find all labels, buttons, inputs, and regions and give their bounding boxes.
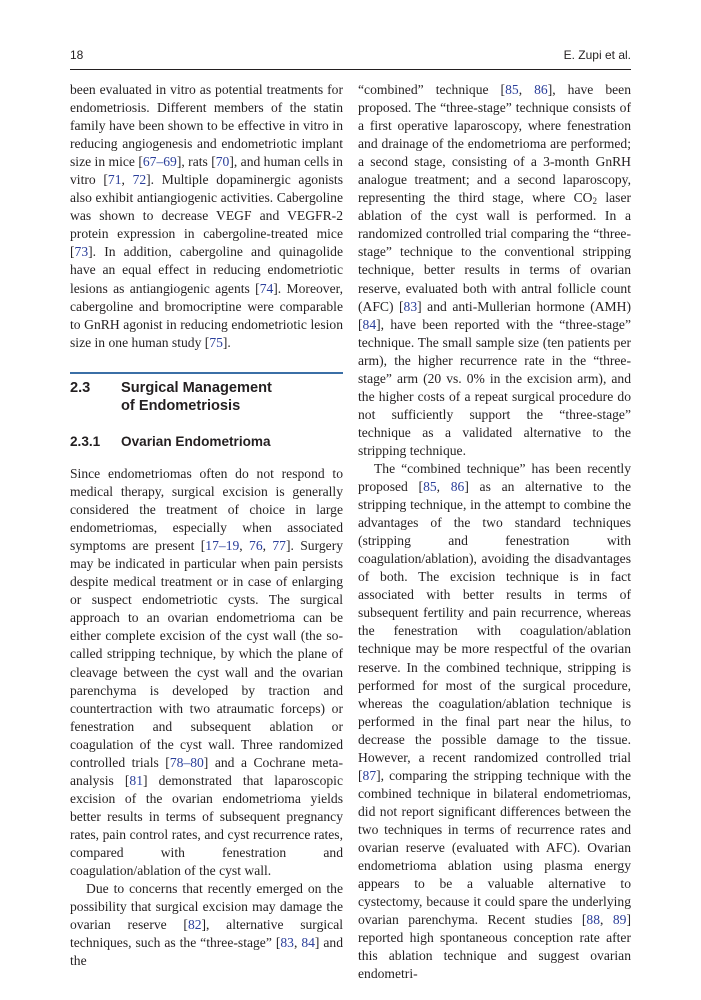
page-number: 18 bbox=[70, 48, 84, 62]
citation-link[interactable]: 89 bbox=[612, 912, 627, 928]
subsection-number: 2.3.1 bbox=[70, 434, 101, 449]
section-title bbox=[121, 379, 272, 415]
citation-link[interactable]: 70 bbox=[215, 154, 230, 170]
citation-link[interactable]: 84 bbox=[362, 316, 377, 332]
citation-link[interactable]: 81 bbox=[129, 772, 143, 788]
citation-link[interactable]: 78–80 bbox=[169, 754, 204, 770]
citation-link[interactable]: 88 bbox=[586, 912, 601, 928]
citation-link[interactable]: 86 bbox=[534, 82, 548, 97]
left-column-top bbox=[70, 81, 343, 352]
section-title-line-2: of Endometriosis bbox=[121, 398, 241, 414]
citation-link[interactable]: 17–19 bbox=[205, 538, 240, 554]
citation-link[interactable]: 83 bbox=[280, 935, 294, 951]
paragraph: been evaluated in vitro as potential treatments for endometriosis. Different members of the statin family have been shown to be effective in vitro in reducing angiogenesis and endometriotic implant size in mice [67–69], rats [70], and human cells in vitro [71, 72]. Multiple dopaminergic agonists also exhibit antiangiogenic activities. Cabergoline was shown to decrease VEGF and VEGFR-2 protein expression in cabergoline-treated mice [73]. In addition, cabergoline and quinagolide have an equal effect in reducing endometriotic lesions as antiangiogenic agents [74]. Moreover, cabergoline and bromocriptine were comparable to GnRH agonist in reducing endometriotic lesion size in one human study [75]. bbox=[70, 82, 343, 350]
left-column-bottom bbox=[70, 465, 343, 970]
citation-link[interactable]: 87 bbox=[362, 767, 377, 783]
subscript: 2 bbox=[592, 196, 598, 207]
citation-link[interactable]: 75 bbox=[209, 334, 223, 350]
right-column bbox=[358, 81, 631, 983]
section-heading bbox=[70, 379, 343, 415]
citation-link[interactable]: 82 bbox=[187, 917, 202, 933]
paragraph: Due to concerns that recently emerged on the possibility that surgical excision may damage the ovarian reserve [82], alternative surgical techniques, such as the “three-stage” [83, 84] and the bbox=[70, 881, 344, 969]
citation-link[interactable]: 85 bbox=[423, 479, 437, 495]
citation-link[interactable]: 84 bbox=[301, 935, 315, 951]
citation-link[interactable]: 76 bbox=[249, 538, 263, 554]
paragraph: Since endometriomas often do not respond to medical therapy, surgical excision is generally considered the treatment of choice in large endometriomas, especially when associated symptoms are present [17–19, 76, 77]. Surgery may be indicated in particular when pain persists despite medical treatment or in case of enlarging or suspect endometriotic cysts. The surgical approach to an ovarian endometrioma can be either complete excision of the cyst wall (the so-called stripping technique, by which the plane of cleavage between the cyst wall and the ovarian parenchyma is developed by traction and countertraction with two atraumatic forceps) or fenestration and subsequent ablation or coagulation of the cyst wall. Three randomized controlled trials [78–80] and a Cochrane meta-analysis [81] demonstrated that laparoscopic excision of the ovarian endometrioma yields better results in terms of subsequent pregnancy rates, pain control rates, and cyst recurrence rates, compared with fenestration and coagulation/ablation of the cyst wall. bbox=[70, 466, 344, 879]
section-title-line-1: Surgical Management bbox=[121, 380, 272, 396]
citation-link[interactable]: 67–69 bbox=[142, 154, 177, 170]
section-number: 2.3 bbox=[70, 380, 91, 396]
citation-link[interactable]: 73 bbox=[74, 244, 89, 260]
paragraph: “combined” technique [85, 86], have been proposed. The “three-stage” technique consists of a first operative laparoscopy, where fenestration and drainage of the endometrioma are performed; a second stage, consisting of a 3-month GnRH analogue treatment; and a second laparoscopy, representing the third stage, where $CO_2$ laser ablation of the cyst wall is performed. In a randomized controlled trial comparing the “three-stage” technique to the conventional stripping technique, better results in terms of ovarian reserve, evaluated both with antral follicle count (AFC) [83] and anti-Mullerian hormone (AMH) [84], have been reported with the “three-stage” technique. The small sample size (ten patients per arm), the higher recurrence rate in the “three-stage” arm (20 vs. 0% in the excision arm), and the higher costs of a repeat surgical procedure do not sufficiently support the “three-stage” technique as a validated alternative to the stripping technique. bbox=[358, 82, 631, 458]
section-rule bbox=[70, 372, 343, 374]
citation-link[interactable]: 86 bbox=[450, 479, 465, 495]
running-head: E. Zupi et al. bbox=[563, 48, 631, 62]
citation-link[interactable]: 74 bbox=[259, 280, 274, 296]
subsection-heading bbox=[70, 433, 343, 451]
subsection-title: Ovarian Endometrioma bbox=[121, 434, 271, 449]
citation-link[interactable]: 85 bbox=[505, 82, 519, 97]
citation-link[interactable]: 83 bbox=[403, 298, 418, 314]
header-rule bbox=[70, 69, 631, 70]
citation-link[interactable]: 77 bbox=[272, 538, 286, 554]
citation-link[interactable]: 71 bbox=[107, 172, 122, 188]
paragraph: The “combined technique” has been recently proposed [85, 86] as an alternative to the stripping technique, in the attempt to combine the advantages of the two standard techniques (stripping and fenestration with coagulation/ablation), avoiding the disadvantages of both. The excision technique is in fact associated with better results in terms of subsequent fertility and pain recurrence, whereas the fenestration with coagulation/ablation technique may be more respectful of the ovarian reserve. In the combined technique, stripping is performed for most of the surgical procedure, whereas the coagulation/ablation technique is performed in the final part near the hilus, to decrease the possible damage to the tissue. However, a recent randomized controlled trial [87], comparing the stripping technique with the combined technique in bilateral endometriomas, did not report significant differences between the two techniques in terms of recurrence rates and ovarian reserve (evaluated with AFC). Ovarian endometrioma ablation using plasma energy appears to be a valuable alternative to cystectomy, because it could spare the underlying ovarian parenchyma. Recent studies [88, 89] reported high spontaneous conception rate after this ablation technique and suggest ovarian endometri- bbox=[358, 460, 632, 982]
citation-link[interactable]: 72 bbox=[132, 172, 147, 188]
section-heading-block bbox=[70, 372, 343, 451]
